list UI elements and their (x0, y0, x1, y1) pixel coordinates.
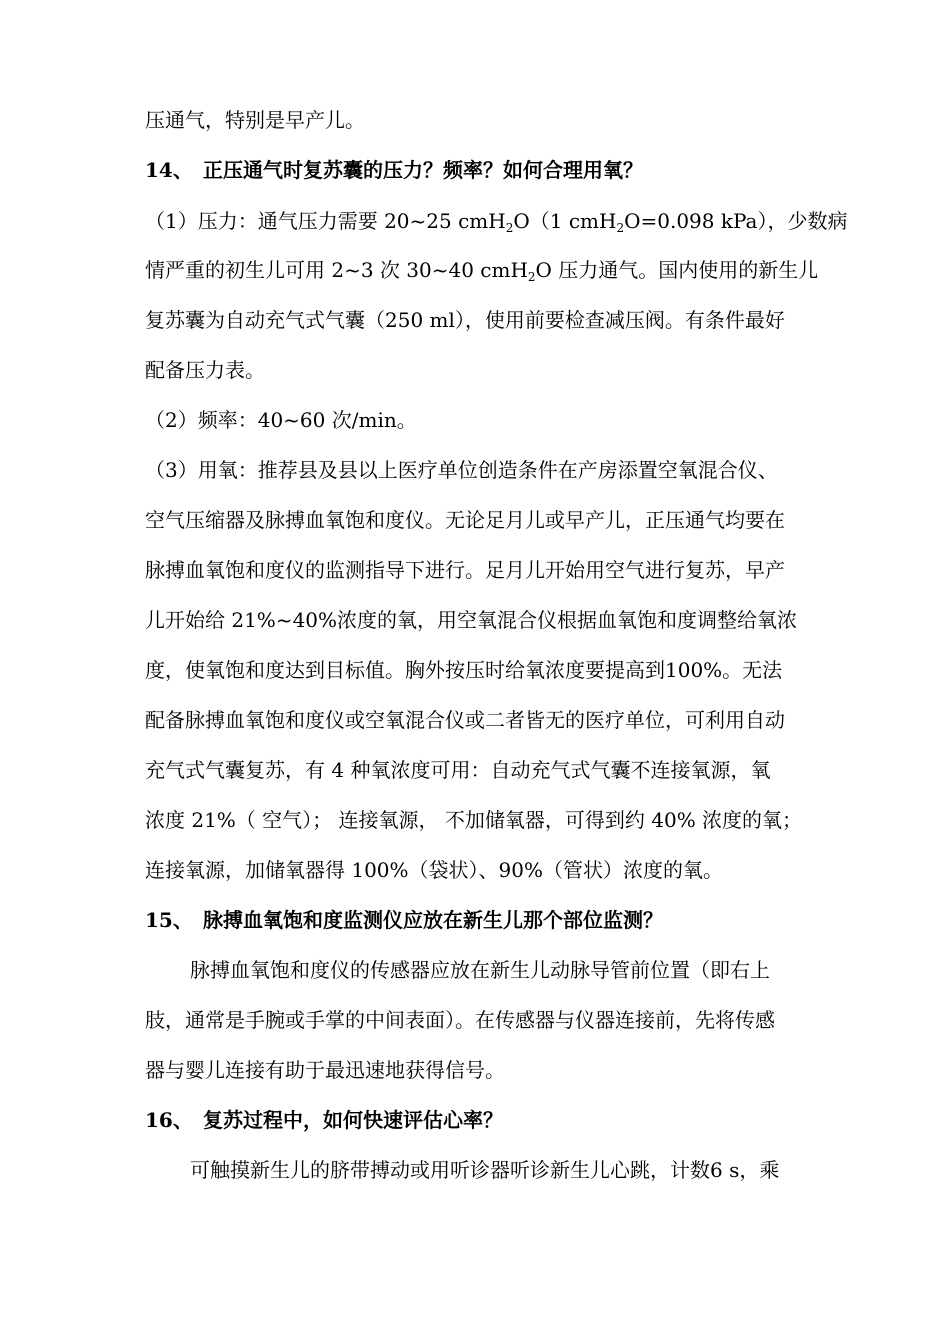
body-line: 复苏囊为自动充气式气囊（250 ml），使用前要检查减压阀。有条件最好 (145, 308, 785, 332)
question-number: 14、 (145, 158, 193, 182)
body-line: 连接氧源，加储氧器得 100%（袋状）、90%（管状）浓度的氧。 (145, 858, 723, 882)
body-line: 配备压力表。 (145, 358, 265, 382)
body-line: 压通气，特别是早产儿。 (145, 108, 365, 132)
body-line: （3）用氧：推荐县及县以上医疗单位创造条件在产房添置空氧混合仪、 (145, 458, 778, 482)
subscript: 2 (505, 221, 514, 235)
body-line (145, 256, 855, 284)
text-run: O（1 cmH (513, 209, 617, 233)
body-line: 肢，通常是手腕或手掌的中间表面）。在传感器与仪器连接前，先将传感 (145, 1008, 775, 1032)
subscript: 2 (527, 270, 536, 284)
subscript: 2 (616, 221, 625, 235)
text-run: O=0.098 kPa），少数病 (624, 209, 848, 233)
body-line: （2）频率：40~60 次/min。 (145, 408, 417, 432)
question-text: 正压通气时复苏囊的压力？频率？如何合理用氧？ (203, 158, 643, 182)
body-line: 可触摸新生儿的脐带搏动或用听诊器听诊新生儿心跳，计数6 s，乘 (190, 1158, 780, 1182)
body-line: 脉搏血氧饱和度仪的监测指导下进行。足月儿开始用空气进行复苏，早产 (145, 558, 785, 582)
body-line: 空气压缩器及脉搏血氧饱和度仪。无论足月儿或早产儿，正压通气均要在 (145, 508, 785, 532)
body-line: 器与婴儿连接有助于最迅速地获得信号。 (145, 1058, 505, 1082)
question-heading-16 (145, 1106, 855, 1134)
question-heading-15 (145, 906, 855, 934)
question-text: 复苏过程中，如何快速评估心率？ (203, 1108, 503, 1132)
body-line (145, 207, 855, 235)
body-line: 充气式气囊复苏，有 4 种氧浓度可用：自动充气式气囊不连接氧源，氧 (145, 758, 771, 782)
body-line: 儿开始给 21%~40%浓度的氧，用空氧混合仪根据血氧饱和度调整给氧浓 (145, 608, 798, 632)
body-line: 浓度 21%（ 空气）； 连接氧源， 不加储氧器，可得到约 40% 浓度的氧； (145, 808, 803, 832)
text-run: O 压力通气。国内使用的新生儿 (535, 258, 819, 282)
body-line: 配备脉搏血氧饱和度仪或空氧混合仪或二者皆无的医疗单位，可利用自动 (145, 708, 785, 732)
question-text: 脉搏血氧饱和度监测仪应放在新生儿那个部位监测？ (203, 908, 663, 932)
question-heading-14 (145, 156, 855, 184)
body-line: 脉搏血氧饱和度仪的传感器应放在新生儿动脉导管前位置（即右上 (190, 958, 770, 982)
text-run: （1）压力：通气压力需要 20~25 cmH (145, 209, 506, 233)
body-line: 度，使氧饱和度达到目标值。胸外按压时给氧浓度要提高到100%。无法 (145, 658, 783, 682)
question-number: 16、 (145, 1108, 193, 1132)
question-number: 15、 (145, 908, 193, 932)
text-run: 情严重的初生儿可用 2~3 次 30~40 cmH (145, 258, 528, 282)
